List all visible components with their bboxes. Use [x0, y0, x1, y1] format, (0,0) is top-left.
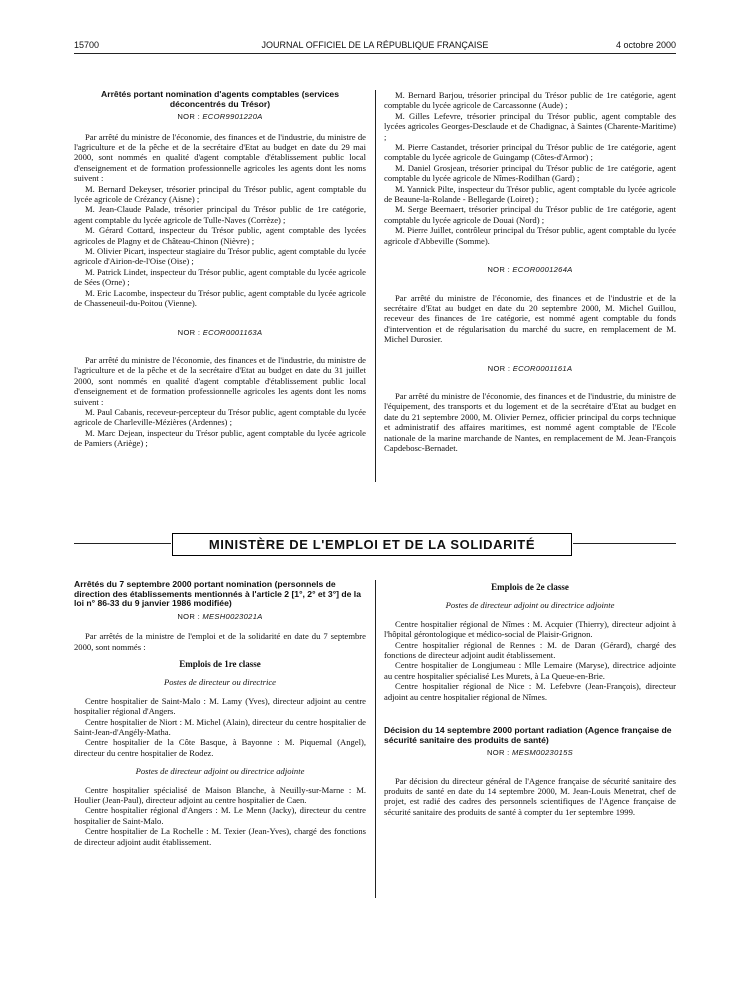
banner-rule-right	[573, 543, 676, 544]
list-item: M. Daniel Grosjean, trésorier principal du Trésor public de 1re catégorie, agent comptable du lycée agricole de Nîmes-Rodilhan (Gard) ;	[384, 162, 676, 184]
nor-reference: NOR : ECOR9901220A	[177, 112, 263, 122]
top-right-column	[384, 90, 676, 453]
list-item: M. Patrick Lindet, inspecteur du Trésor public, agent comptable du lycée agricole de Sées (Orne) ;	[74, 266, 366, 288]
list-item: M. Pierre Castandet, trésorier principal du Trésor public de 1re catégorie, agent comptable du lycée agricole de Guingamp (Côtes-d'Armor) ;	[384, 142, 676, 163]
decree-paragraph: Par décision du directeur général de l'Agence française de sécurité sanitaire des produits de santé en date du 14 septembre 2000, M. Jean-Louis Menetrat, chef de projet, est radié des cadres des personnels scientifiques de l'Agence française de sécurité sanitaire des produits de santé à compter du 1er septembre 1999.	[384, 775, 676, 817]
section-title-nominations: Arrêtés du 7 septembre 2000 portant nomination (personnels de direction des établissements mentionnés à l'article 2 [1°, 2° et 3°] de la loi n° 86-33 du 9 janvier 1986 modifiée)	[74, 579, 361, 609]
list-item: Centre hospitalier de la Côte Basque, à Bayonne : M. Piquemal (Angel), directeur du centre hospitalier de Rodez.	[74, 737, 366, 758]
nor-reference: NOR : MESH0023021A	[177, 611, 263, 621]
banner-rule-left	[74, 543, 171, 544]
page-number: 15700	[74, 40, 100, 50]
subheading-first-class: Emplois de 1re classe	[179, 659, 261, 669]
list-item: M. Serge Beernaert, trésorier principal du Trésor public de 1re catégorie, agent comptable du lycée agricole de Douai (Nord) ;	[384, 204, 676, 225]
ministry-banner: MINISTÈRE DE L'EMPLOI ET DE LA SOLIDARITÉ	[172, 533, 572, 556]
top-left-column	[74, 90, 366, 449]
header-rule	[74, 53, 676, 54]
subheading-second-class: Emplois de 2e classe	[491, 582, 569, 592]
list-item: Centre hospitalier régional de Nîmes : M. Acquier (Thierry), directeur adjoint à l'hôpital gérontologique et médico-social de Plaisir-Grignon.	[384, 618, 676, 640]
list-item: M. Marc Dejean, inspecteur du Trésor public, agent comptable du lycée agricole de Pamiers (Ariège) ;	[74, 427, 366, 449]
decree-paragraph: Par arrêté du ministre de l'économie, des finances et de l'industrie, du ministre de l'équipement, des transports et du logement et de la secrétaire d'Etat au budget en date du 21 septembre 2000, M. Olivier Pernez, officier principal du corps technique et administratif des affaires maritimes, est nommé agent comptable de l'Ecole nationale de la marine marchande de Nantes, en remplacement de M. Jean-François Capdebosc-Bernadet.	[384, 390, 676, 453]
list-item: Centre hospitalier de Niort : M. Michel (Alain), directeur du centre hospitalier de Saint-Jean-d'Angély-Matha.	[74, 716, 366, 738]
decree-paragraph: Par arrêté du ministre de l'économie, des finances et de l'industrie et de la secrétaire d'Etat au budget en date du 20 septembre 2000, M. Michel Guillou, receveur des finances de 1re catégorie, est nommé agent comptable du fonds d'intervention et de régularisation du marché du sucre, en remplacement de M. Michel Durosier.	[384, 292, 676, 345]
column-divider-bottom	[375, 580, 376, 898]
list-item: M. Jean-Claude Palade, trésorier principal du Trésor public de 1re catégorie, agent comptable du lycée agricole de Tulle-Naves (Corrèze) ;	[74, 204, 366, 225]
issue-date: 4 octobre 2000	[615, 40, 676, 50]
nor-reference: NOR : ECOR0001264A	[487, 265, 573, 275]
list-item: M. Paul Cabanis, receveur-percepteur du Trésor public, agent comptable du lycée agricole de Charleville-Mézières (Ardennes) ;	[74, 406, 366, 428]
decree-paragraph: Par arrêté du ministre de l'économie, des finances et de l'industrie, du ministre de l'agriculture et de la pêche et de la secrétaire d'Etat au budget en date du 29 mai 2000, sont nommés en qualité d'agent comptable d'établissement public local d'enseignement et de formation professionnelle agricoles les agents dont les noms suivent :	[74, 131, 366, 184]
list-item: M. Bernard Dekeyser, trésorier principal du Trésor public, agent comptable du lycée agricole de Crézancy (Aisne) ;	[74, 183, 366, 205]
bottom-left-column	[74, 580, 366, 847]
bottom-right-column	[384, 580, 676, 817]
nor-reference: NOR : ECOR0001163A	[177, 327, 263, 337]
list-item: Centre hospitalier spécialisé de Maison Blanche, à Neuilly-sur-Marne : M. Houlier (Jean-Paul), directeur adjoint au centre hospitalier de Caen.	[74, 784, 366, 806]
nor-reference: NOR : ECOR0001161A	[487, 363, 573, 373]
list-item: Centre hospitalier régional de Nice : M. Lefebvre (Jean-François), directeur adjoint au centre hospitalier régional de Nîmes.	[384, 681, 676, 702]
list-item: M. Yannick Pilte, inspecteur du Trésor public, agent comptable du lycée agricole de Beaune-la-Rolande - Bellegarde (Loiret) ;	[384, 183, 676, 205]
page-header	[74, 40, 676, 54]
list-item: Centre hospitalier de Saint-Malo : M. Lamy (Yves), directeur adjoint au centre hospitalier régional d'Angers.	[74, 695, 366, 717]
nor-reference: NOR : MESM0023015S	[486, 748, 574, 758]
list-item: M. Eric Lacombe, inspecteur du Trésor public, agent comptable du lycée agricole de Chasseneuil-du-Poitou (Vienne).	[74, 287, 366, 309]
column-divider-top	[375, 90, 376, 482]
list-item: Centre hospitalier de La Rochelle : M. Texier (Jean-Yves), chargé des fonctions de directeur adjoint audit établissement.	[74, 826, 366, 847]
list-item: M. Gérard Cottard, inspecteur du Trésor public, agent comptable des lycées agricoles de Plagny et de Château-Chinon (Nièvre) ;	[74, 225, 366, 246]
list-item: Centre hospitalier régional d'Angers : M. Le Menn (Jacky), directeur du centre hospitalier de Saint-Malo.	[74, 805, 366, 826]
list-item: M. Olivier Picart, inspecteur stagiaire du Trésor public, agent comptable du lycée agricole d'Airion-de-l'Oise (Oise) ;	[74, 246, 366, 267]
section-title-radiation: Décision du 14 septembre 2000 portant radiation (Agence française de sécurité sanitaire des produits de santé)	[384, 725, 672, 745]
post-heading: Postes de directeur adjoint ou directrice adjointe	[445, 600, 615, 611]
list-item: M. Pierre Juillet, contrôleur principal du Trésor public, agent comptable du lycée agricole d'Abbeville (Somme).	[384, 225, 676, 246]
journal-title: JOURNAL OFFICIEL DE LA RÉPUBLIQUE FRANÇAISE	[261, 40, 489, 50]
section-title-agents-comptables: Arrêtés portant nomination d'agents comptables (services déconcentrés du Trésor)	[101, 89, 339, 109]
list-item: Centre hospitalier de Longjumeau : Mlle Lemaire (Maryse), directrice adjointe au centre hospitalier spécialisé Les Murets, à La Queue-en-Brie.	[384, 660, 676, 681]
list-item: M. Gilles Lefevre, trésorier principal du Trésor public, agent comptable des lycées agricoles Georges-Desclaude et de Chadignac, à Saintes (Charente-Maritime) ;	[384, 110, 676, 142]
list-item: Centre hospitalier régional de Rennes : M. de Daran (Gérard), chargé des fonctions de directeur adjoint audit établissement.	[384, 639, 676, 661]
decree-paragraph: Par arrêté du ministre de l'économie, des finances et de l'industrie, du ministre de l'agriculture et de la pêche et de la secrétaire d'Etat au budget en date du 31 juillet 2000, sont nommés en qualité d'agent comptable d'établissement public local d'enseignement et de formation professionnelle agricoles les agents dont les noms suivent :	[74, 354, 366, 407]
post-heading: Postes de directeur adjoint ou directrice adjointe	[135, 766, 305, 777]
post-heading: Postes de directeur ou directrice	[163, 677, 276, 688]
decree-paragraph: Par arrêtés de la ministre de l'emploi et de la solidarité en date du 7 septembre 2000, sont nommés :	[74, 631, 366, 652]
list-item: M. Bernard Barjou, trésorier principal du Trésor public de 1re catégorie, agent comptable du lycée agricole de Carcassonne (Aude) ;	[384, 90, 676, 111]
